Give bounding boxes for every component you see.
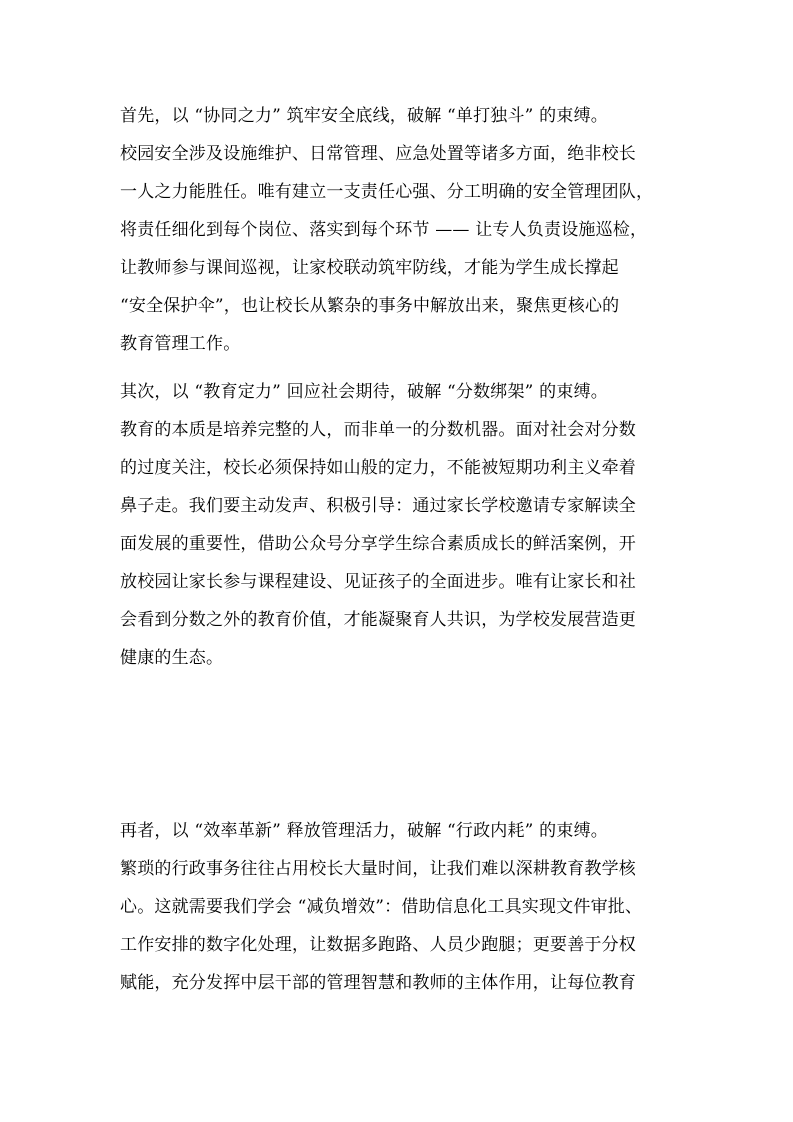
text-line: 的过度关注，校长必须保持如山般的定力，不能被短期功利主义牵着 (120, 458, 636, 478)
text-line: 一人之力能胜任。唯有建立一支责任心强、分工明确的安全管理团队， (120, 182, 654, 202)
text-line: 教育管理工作。 (120, 334, 241, 354)
text-line: 赋能，充分发挥中层干部的管理智慧和教师的主体作用，让每位教育 (120, 973, 636, 993)
text-line: 其次，以 “教育定力” 回应社会期待，破解 “分数绑架” 的束缚。 (120, 382, 608, 402)
text-line: 面发展的重要性，借助公众号分享学生综合素质成长的鲜活案例，开 (120, 534, 636, 554)
text-line: 教育的本质是培养完整的人，而非单一的分数机器。面对社会对分数 (120, 420, 636, 440)
text-line: 再者，以 “效率革新” 释放管理活力，破解 “行政内耗” 的束缚。 (120, 821, 608, 841)
paragraph-collaboration (120, 97, 680, 363)
text-line: 繁琐的行政事务往往占用校长大量时间，让我们难以深耕教育教学核 (120, 859, 636, 879)
text-line: 会看到分数之外的教育价值，才能凝聚育人共识，为学校发展营造更 (120, 610, 636, 630)
text-line: 让教师参与课间巡视，让家校联动筑牢防线，才能为学生成长撑起 (120, 258, 619, 278)
paragraph-education-focus (120, 373, 680, 677)
text-line: 健康的生态。 (120, 648, 224, 668)
text-line: 首先，以 “协同之力” 筑牢安全底线，破解 “单打独斗” 的束缚。 (120, 106, 608, 126)
paragraph-efficiency (120, 812, 680, 1002)
text-line: 校园安全涉及设施维护、日常管理、应急处置等诸多方面，绝非校长 (120, 144, 636, 164)
text-line: 将责任细化到每个岗位、落实到每个环节 —— 让专人负责设施巡检， (120, 220, 648, 240)
text-line: 鼻子走。我们要主动发声、积极引导：通过家长学校邀请专家解读全 (120, 496, 636, 516)
text-line: 心。这就需要我们学会 “减负增效”：借助信息化工具实现文件审批、 (120, 897, 643, 917)
text-line: “安全保护伞”，也让校长从繁杂的事务中解放出来，聚焦更核心的 (120, 296, 620, 316)
text-line: 放校园让家长参与课程建设、见证孩子的全面进步。唯有让家长和社 (120, 572, 636, 592)
text-line: 工作安排的数字化处理，让数据多跑路、人员少跑腿；更要善于分权 (120, 935, 636, 955)
